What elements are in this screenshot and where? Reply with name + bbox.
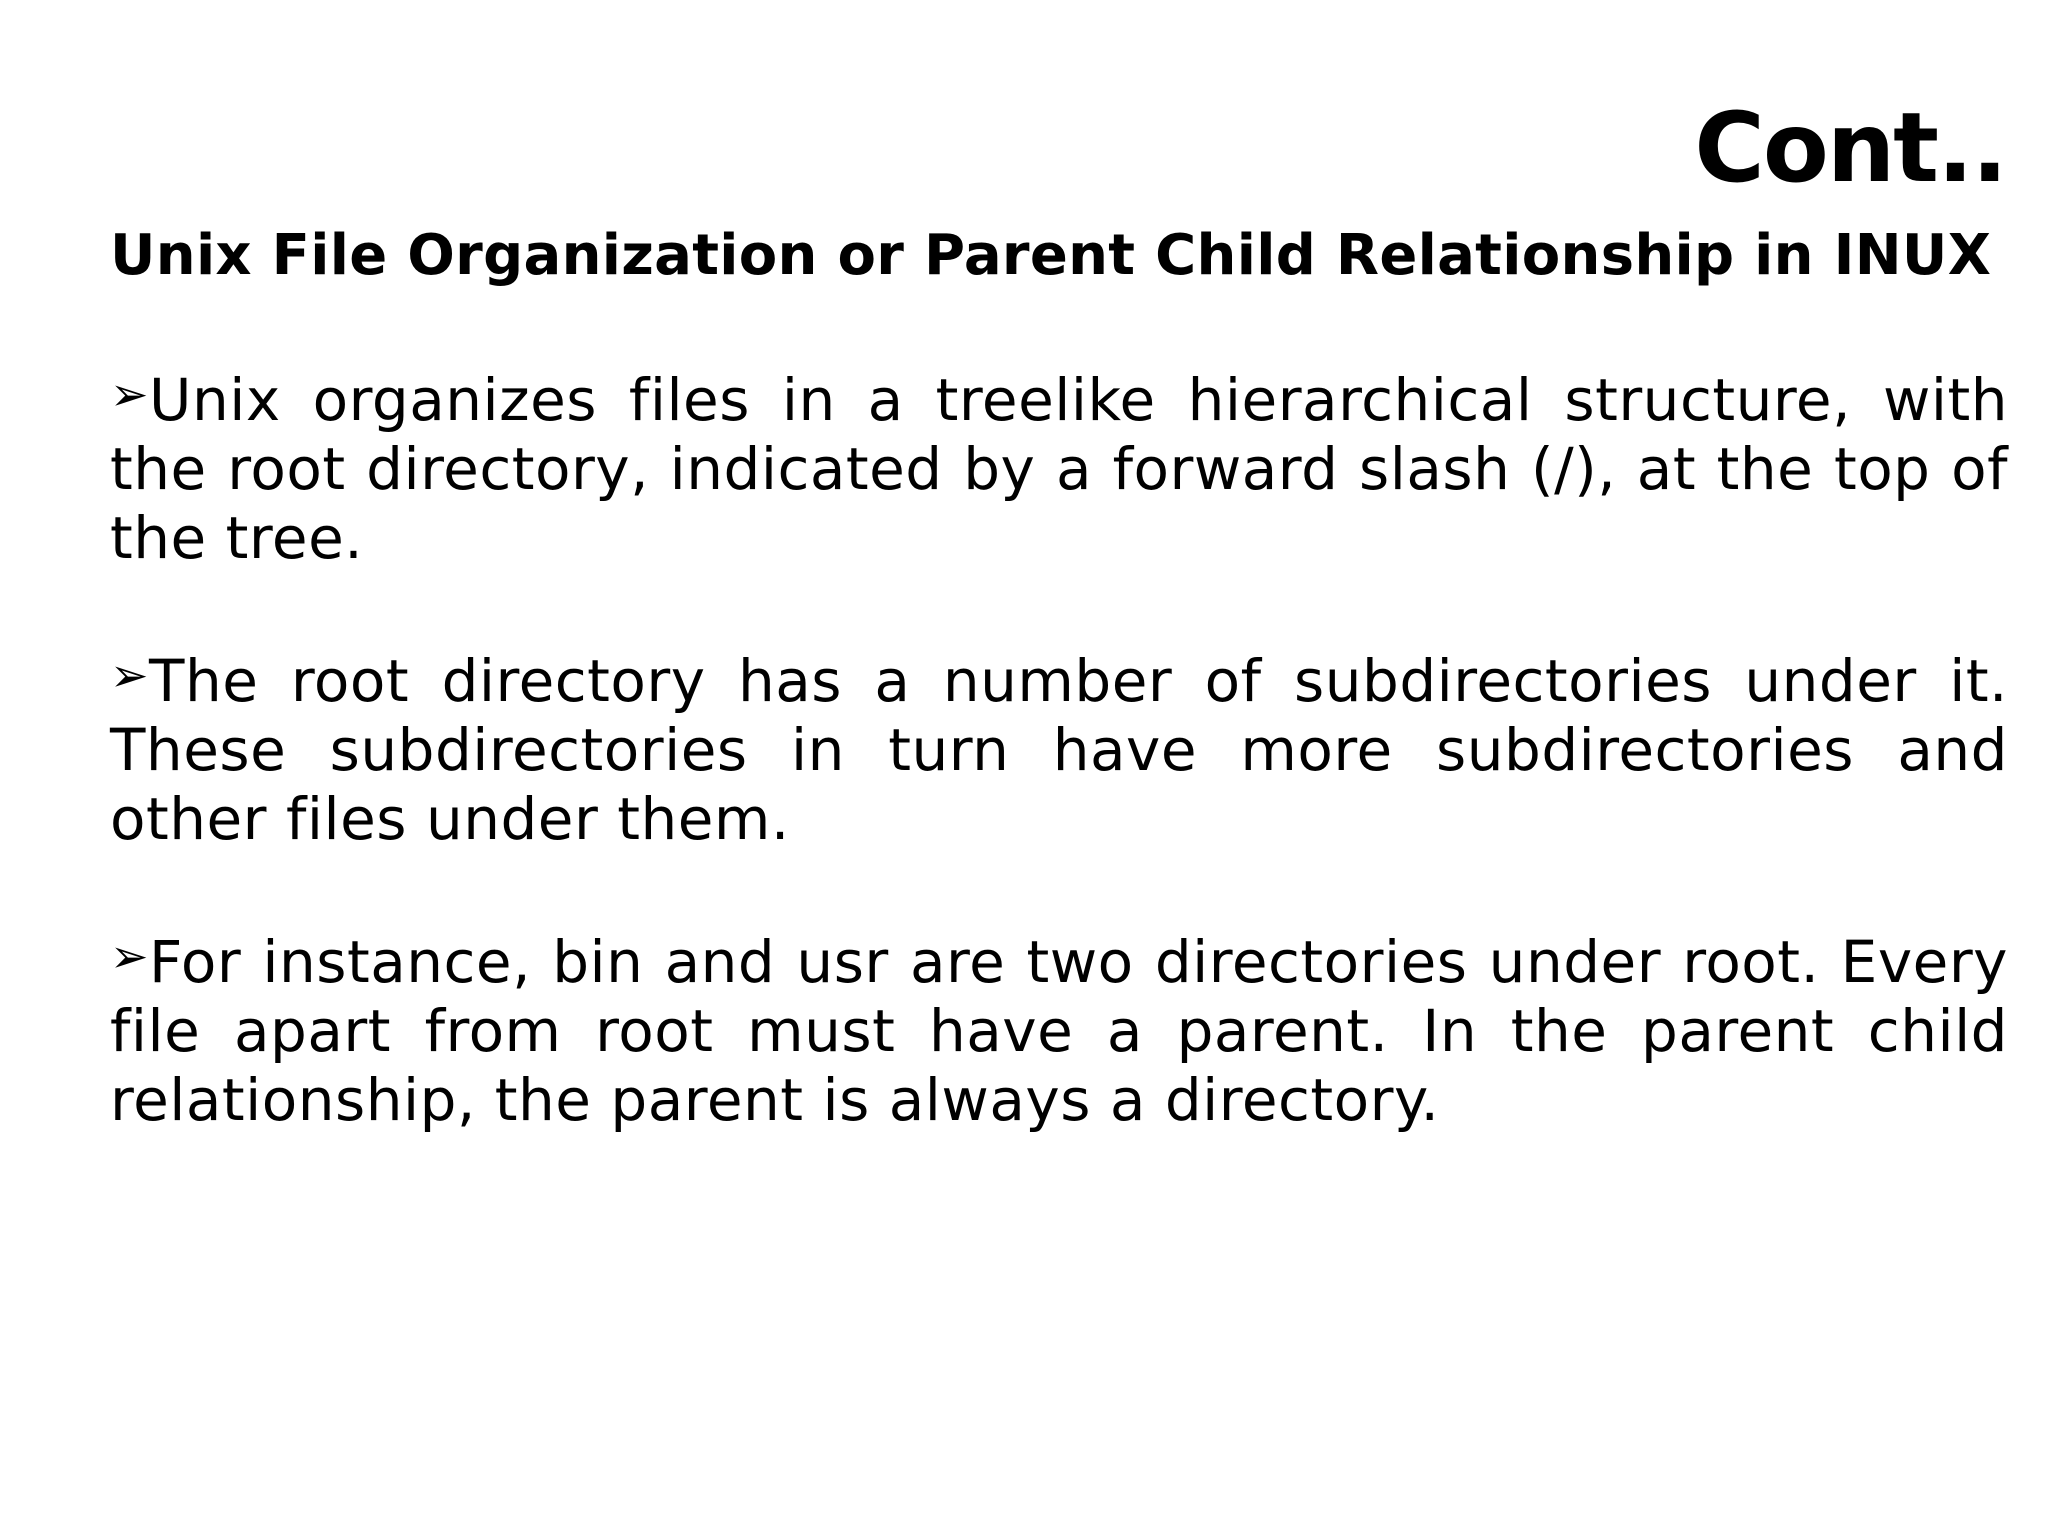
arrow-bullet-icon: ➢ — [110, 929, 150, 983]
arrow-bullet-icon: ➢ — [110, 367, 150, 421]
bullet-item — [110, 641, 2008, 854]
slide-content — [110, 220, 2008, 1135]
bullet-text: For instance, bin and usr are two directories under root. Every file apart from root must have a parent. In the parent child relationship, the parent is always a directory. — [110, 928, 2008, 1134]
bullet-text: The root directory has a number of subdirectories under it. These subdirectories in turn have more subdirectories and other files under them. — [110, 647, 2008, 853]
bullet-item — [110, 360, 2008, 573]
section-heading: Unix File Organization or Parent Child Relationship in INUX — [110, 223, 1992, 288]
bullet-text: Unix organizes files in a treelike hierarchical structure, with the root directory, indicated by a forward slash (/), at the top of the tree. — [110, 366, 2008, 572]
arrow-bullet-icon: ➢ — [110, 648, 150, 702]
bullet-item — [110, 922, 2008, 1135]
slide-title: Cont.. — [1694, 92, 2006, 204]
